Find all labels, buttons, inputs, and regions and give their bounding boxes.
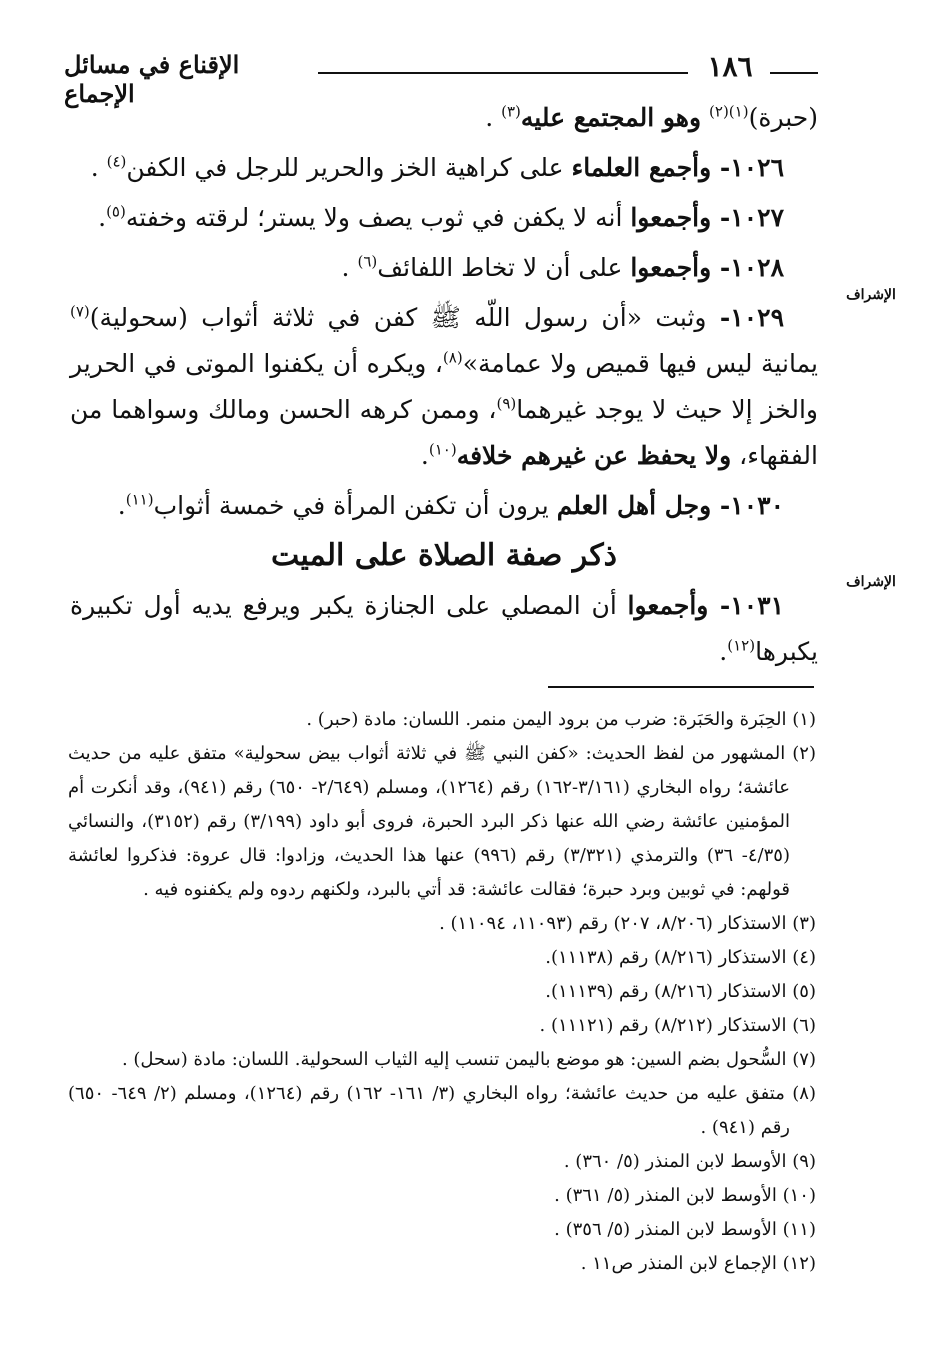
issue-number: ١٠٢٨- وأجمعوا <box>630 253 784 282</box>
paragraph-continuation <box>70 95 818 141</box>
paragraph-1026 <box>70 145 818 191</box>
text-segment: ، ويكره أن يكفنوا الموتى في الحرير والخز إلا حيث لا يوجد غيرهما <box>70 349 818 424</box>
footnotes <box>68 703 816 1281</box>
footnote-ref: (٤) <box>106 152 127 171</box>
text-segment: . <box>341 253 358 282</box>
footnote-ref: (٥) <box>106 202 126 221</box>
text-segment: أن المصلي على الجنازة يكبر ويرفع يديه أول تكبيرة يكبرها <box>70 591 818 666</box>
text-segment: يمانية ليس فيها قميص ولا عمامة» <box>462 349 818 378</box>
footnote-item: (٥) الاستذكار (٨/٢١٦) رقم (١١١٣٩). <box>545 981 816 1002</box>
main-text <box>70 95 818 679</box>
footnote-ref: (٣) <box>501 102 521 121</box>
text-segment-bold: وهو المجتمع عليه <box>520 103 702 132</box>
issue-number: ١٠٢٧- وأجمعوا <box>630 203 784 232</box>
text-segment: . <box>90 153 107 182</box>
text-segment: . <box>485 103 502 132</box>
footnote-item: (٧) السُّحول بضم السين: هو موضع باليمن تنسب إليه الثياب السحولية. اللسان: مادة (سحل) . <box>121 1049 816 1070</box>
footnote-ref: (٨) <box>442 348 463 367</box>
book-title: الإقناع في مسائل الإجماع <box>64 50 240 108</box>
text-segment: . <box>117 491 126 520</box>
paragraph-1027 <box>70 195 818 241</box>
text-segment: على أن لا تخاط اللفائف <box>377 253 631 282</box>
footnote-item: (١١) الأوسط لابن المنذر (٥/ ٣٥٦) . <box>554 1219 816 1240</box>
text-segment: على كراهية الخز والحرير للرجل في الكفن <box>126 153 572 182</box>
footnote-ref: (١٢) <box>727 636 756 655</box>
text-segment: . <box>98 203 107 232</box>
paragraph-1029 <box>70 295 818 479</box>
issue-number: ١٠٢٩- <box>719 303 784 332</box>
footnote-ref: (٧) <box>70 302 90 321</box>
header-rule-long <box>318 72 688 74</box>
text-segment: يرون أن تكفن المرأة في خمسة أثواب <box>153 491 557 520</box>
section-heading: ذكر صفة الصلاة على الميت <box>271 538 617 573</box>
issue-number: ١٠٢٦- وأجمع العلماء <box>571 153 784 182</box>
footnote-item: (٦) الاستذكار (٨/٢١٢) رقم (١١١٢١) . <box>539 1015 816 1036</box>
footnote-item: (٩) الأوسط لابن المنذر (٥/ ٣٦٠) . <box>563 1151 816 1172</box>
text-segment: (حبرة) <box>748 103 818 132</box>
footnote-item: (٤) الاستذكار (٨/٢١٦) رقم (١١١٣٨). <box>545 947 816 968</box>
footnote-item: (٣) الاستذكار (٨/٢٠٦، ٢٠٧) رقم (١١٠٩٣، ١١٠٩٤) . <box>439 913 816 934</box>
text-segment: ، وممن كرهه الحسن ومالك وسواهما من الفقهاء، <box>70 395 818 470</box>
text-segment: . <box>719 637 728 666</box>
header-rule-short <box>770 72 818 74</box>
footnote-item: (١٠) الأوسط لابن المنذر (٥/ ٣٦١) . <box>554 1185 816 1206</box>
footnote-item: (١٢) الإجماع لابن المنذر ص١١ . <box>580 1253 816 1274</box>
footnote-ref: (١١) <box>125 490 154 509</box>
footnote-ref: (٦) <box>357 252 378 271</box>
margin-note-1031: الإشراف <box>846 574 896 590</box>
page-number: ١٨٦ <box>707 50 753 83</box>
paragraph-1030 <box>70 483 818 529</box>
paragraph-1031 <box>70 583 818 675</box>
footnote-separator <box>548 686 814 688</box>
text-segment: وثبت «أن رسول اللّه ﷺ كفن في ثلاثة أثواب (سحولية) <box>89 303 720 332</box>
footnote-item: (٨) متفق عليه من حديث عائشة؛ رواه البخاري (٣/ ١٦١- ١٦٢) رقم (١٢٦٤)، ومسلم (٢/ ٦٤٩- ٦٥٠) رقم (٩٤١) . <box>68 1083 816 1138</box>
paragraph-1028 <box>70 245 818 291</box>
footnote-ref: (١)(٢) <box>709 102 749 121</box>
footnote-ref: (١٠) <box>428 440 457 459</box>
text-segment: أنه لا يكفن في ثوب يصف ولا يستر؛ لرقته وخفته <box>125 203 631 232</box>
text-segment-bold: ولا يحفظ عن غيرهم خلافه <box>456 441 732 470</box>
text-segment: . <box>420 441 429 470</box>
footnote-ref: (٩) <box>496 394 517 413</box>
issue-number: ١٠٣٠- وجل أهل العلم <box>556 491 784 520</box>
footnote-item: (١) الحِبَرة والحَبَرة: ضرب من برود اليمن منمر. اللسان: مادة (حبر) . <box>306 709 816 730</box>
footnote-item: (٢) المشهور من لفظ الحديث: «كفن النبي ﷺ في ثلاثة أثواب بيض سحولية» متفق عليه من حديث عائشة؛ رواه البخاري (٣/١٦١-١٦٢) رقم (١٢٦٤)، ومسلم (٢/٦٤٩- ٦٥٠) رقم (٩٤١)، وقد أنكرت أم المؤمنين عائشة رضي الله عنها ذكر البرد الحبرة، فروى أبو داود (٣/١٩٩) رقم (٣١٥٢)، والنسائي (٤/٣٥- ٣٦) والترمذي (٣/٣٢١) رقم (٩٩٦) عنها هذا الحديث، وزادوا: قال عروة: فذكروا لعائشة قولهم: في ثوبين وبرد حبرة؛ فقالت عائشة: قد أتي بالبرد، ولكنهم ردوه ولم يكفنوه فيه . <box>68 743 816 900</box>
margin-note-1029: الإشراف <box>846 287 896 303</box>
issue-number: ١٠٣١- وأجمعوا <box>627 591 784 620</box>
